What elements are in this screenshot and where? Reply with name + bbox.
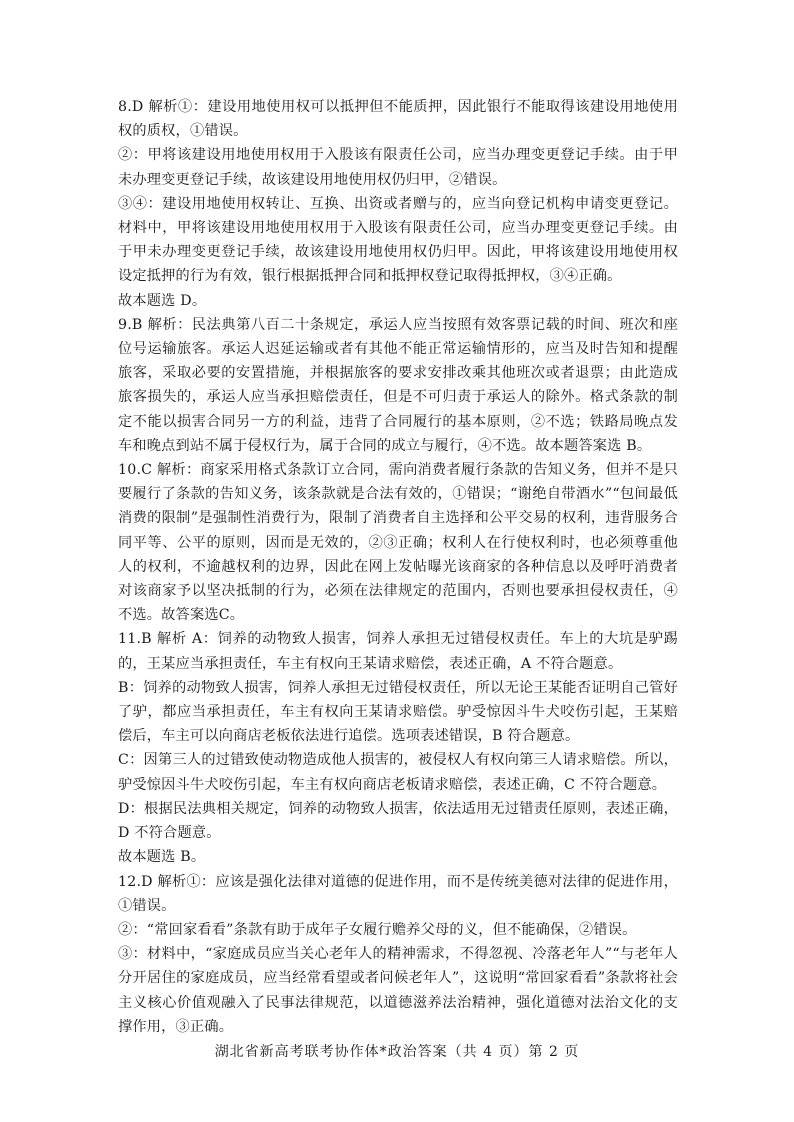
page-footer: 湖北省新高考联考协作体*政治答案（共 4 页）第 2 页 [214,1044,580,1060]
paragraph-11b-d: D：根据民法典相关规定，饲养的动物致人损害，依法适用无过错责任原则，表述正确，D 不符合题意。 [118,800,678,842]
paragraph-8d-2: ②：甲将该建设用地使用权用于入股该有限责任公司，应当办理变更登记手续。由于甲未办理变更登记手续，故该建设用地使用权仍归甲，②错误。 [118,147,678,188]
paragraph-8d-conclusion: 故本题选 D。 [118,292,207,309]
paragraph-9b: 9.B 解析：民法典第八百二十条规定，承运人应当按照有效客票记载的时间、班次和座位号运输旅客。承运人迟延运输或者有其他不能正常运输情形的，应当及时告知和提醒旅客，采取必要的安置措施，并根据旅客的要求安排改乘其他班次或者退票；由此造成旅客损失的，承运人应当承担赔偿责任，但是不可归责于承运人的除外。格式条款的制定不能以损害合同另一方的利益，违背了合同履行的基本原则，②不选；铁路局晚点发车和晚点到站不属于侵权行为，属于合同的成立与履行，④不选。故本题答案选 B。 [118,316,678,454]
paragraph-10c: 10.C 解析：商家采用格式条款订立合同，需向消费者履行条款的告知义务，但并不是只要履行了条款的告知义务，该条款就是合法有效的，①错误；“谢绝自带酒水”“包间最低消费的限制”是强制性消费行为，限制了消费者自主选择和公平交易的权利，违背服务合同平等、公平的原则，因而是无效的，②③正确；权利人在行使权利时，也必须尊重他人的权利，不逾越权利的边界，因此在网上发帖曝光该商家的各种信息以及呼吁消费者对该商家予以坚决抵制的行为，必须在法律规定的范围内，否则也要承担侵权责任，④不选。故答案选C。 [118,462,678,624]
paragraph-12d-2: ②：“常回家看看”条款有助于成年子女履行赡养父母的义，但不能确保，②错误。 [118,921,637,938]
paragraph-11b-conclusion: 故本题选 B。 [118,849,206,866]
paragraph-11b-b: B：饲养的动物致人损害，饲养人承担无过错侵权责任，所以无论王某能否证明自己管好了驴，都应当承担责任，车主有权向王某请求赔偿。驴受惊因斗牛犬咬伤引起，王某赔偿后，车主可以向商店老板依法进行追偿。选项表述错误，B 符合题意。 [118,679,678,745]
paragraph-11b-a: 11.B 解析 A：饲养的动物致人损害，饲养人承担无过错侵权责任。车上的大坑是驴踢的，王某应当承担责任，车主有权向王某请求赔偿，表述正确，A 不符合题意。 [118,631,678,672]
paragraph-8d-1: 8.D 解析①：建设用地使用权可以抵押但不能质押，因此银行不能取得该建设用地使用权的质权，①错误。 [118,99,678,140]
paragraph-11b-c: C：因第三人的过错致使动物造成他人损害的，被侵权人有权向第三人请求赔偿。所以，驴受惊因斗牛犬咬伤引起，车主有权向商店老板请求赔偿，表述正确，C 不符合题意。 [118,752,678,793]
answer-content [118,95,678,1039]
paragraph-12d-3: ③：材料中，“家庭成员应当关心老年人的精神需求，不得忽视、冷落老年人”“与老年人分开居住的家庭成员，应当经常看望或者问候老年人”，这说明“常回家看看”条款将社会主义核心价值观融入了民事法律规范，以道德滋养法治精神，强化道德对法治文化的支撑作用，③正确。 [118,946,678,1035]
paragraph-12d-1: 12.D 解析①：应该是强化法律对道德的促进作用，而不是传统美德对法律的促进作用，①错误。 [118,873,678,914]
paragraph-8d-3: ③④：建设用地使用权转让、互换、出资或者赠与的，应当向登记机构申请变更登记。材料中，甲将该建设用地使用权用于入股该有限责任公司，应当办理变更登记手续。由于甲未办理变更登记手续，故该建设用地使用权仍归甲。因此，甲将该建设用地使用权设定抵押的行为有效，银行根据抵押合同和抵押权登记取得抵押权，③④正确。 [118,195,678,285]
